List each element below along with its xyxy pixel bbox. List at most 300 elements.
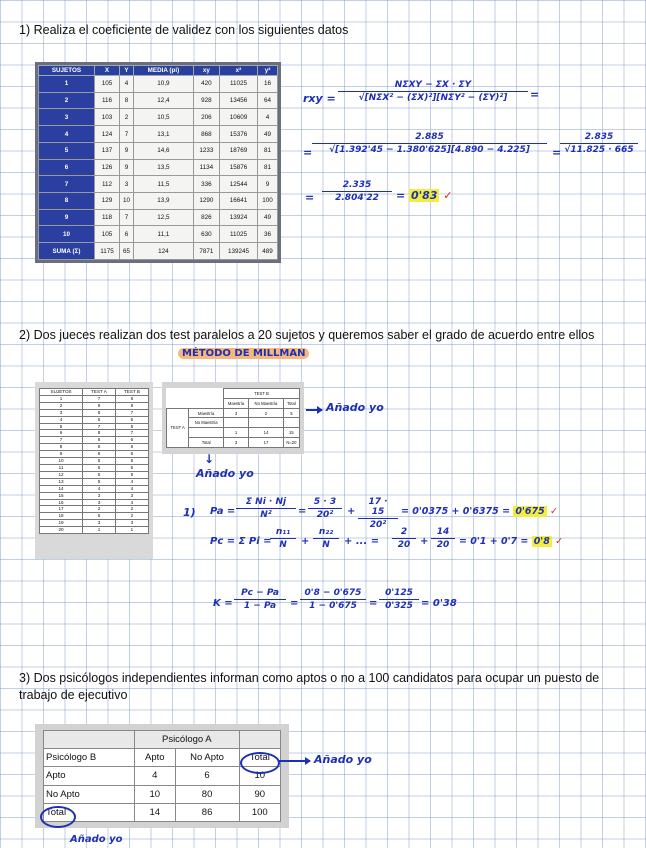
psychologist-a-header: Psicólogo A: [135, 731, 240, 749]
table-cell: 6: [83, 451, 116, 458]
pa-tail-text: = 0'0375 + 0'6375 =: [401, 506, 511, 517]
table-cell: N=20: [283, 438, 299, 448]
row-maestria-2: [189, 428, 224, 438]
table-cell: 5: [39, 142, 95, 159]
table-cell: 5: [115, 416, 148, 423]
table-cell: 7: [115, 430, 148, 437]
equals-sign: =: [369, 598, 378, 609]
table-cell: 5: [83, 471, 116, 478]
table-cell: 8: [120, 92, 134, 109]
pc-term1-denominator: N: [279, 540, 287, 550]
table-cell: 928: [193, 92, 219, 109]
k-step2-numerator: 0'8 − 0'675: [300, 588, 366, 600]
table-cell: 129: [94, 193, 119, 210]
table-cell: 7: [83, 423, 116, 430]
step2-numerator: 2.885: [312, 132, 547, 144]
table-cell: 15876: [219, 159, 257, 176]
table-cell: 12,4: [133, 92, 193, 109]
table-cell: 5: [83, 478, 116, 485]
question-3-text: 3) Dos psicólogos independientes informan como aptos o no a 100 candidatos para ocupar un puesto de trabajo de ejecutivo: [19, 671, 600, 702]
table-cell: 126: [94, 159, 119, 176]
arrow-down-icon: ↓: [204, 452, 215, 466]
k-step2: [300, 588, 366, 611]
table-cell: 4: [115, 478, 148, 485]
table-cell: 2: [39, 92, 95, 109]
table-cell: 3: [83, 492, 116, 499]
table-row: [40, 458, 149, 465]
table-cell: 14,6: [133, 142, 193, 159]
table-row: [40, 409, 149, 416]
table-cell: 19: [40, 520, 83, 527]
table-cell: 11,5: [133, 176, 193, 193]
table-row: [40, 478, 149, 485]
k-step3: [379, 588, 419, 611]
table-cell: SUMA (Σ): [39, 243, 95, 260]
table-row: [40, 492, 149, 499]
step2-fraction: [312, 132, 547, 155]
table-cell: 49: [258, 209, 278, 226]
pa-term1: [308, 497, 342, 520]
table-row: [39, 243, 278, 260]
equals-sign: =: [303, 146, 313, 159]
k-numerator: Pc − Pa: [234, 588, 286, 600]
table-row: [40, 395, 149, 402]
table-cell: 4: [40, 416, 83, 423]
table-cell: 8: [83, 430, 116, 437]
table-row: [39, 76, 278, 93]
pc-term3-numerator: 2: [392, 527, 416, 539]
table-cell: 18: [40, 513, 83, 520]
step2b-fraction: [560, 132, 638, 155]
table-cell: 6: [175, 767, 239, 785]
table-cell: 7: [39, 176, 95, 193]
equals-sign: =: [530, 88, 540, 101]
table-cell: 64: [258, 92, 278, 109]
table-cell: 2: [83, 506, 116, 513]
table-cell: No Apto: [44, 785, 135, 803]
table-cell: 12: [40, 471, 83, 478]
table-row: [40, 437, 149, 444]
empty-corner: [239, 731, 280, 749]
table-cell: 100: [258, 193, 278, 210]
empty-corner: [44, 731, 135, 749]
table-cell: 17: [249, 438, 284, 448]
pc-term1: [270, 527, 296, 550]
table-cell: 10: [39, 226, 95, 243]
check-icon: ✓: [555, 536, 564, 547]
table-cell: 3: [39, 109, 95, 126]
table-cell: 6: [115, 437, 148, 444]
table-cell: 13,9: [133, 193, 193, 210]
table-cell: 116: [94, 92, 119, 109]
table-row: [44, 803, 281, 821]
table-cell: 14: [135, 803, 176, 821]
table-cell: 14: [40, 485, 83, 492]
table-cell: 1: [223, 428, 248, 438]
added-note-2: Añado yo: [196, 467, 254, 480]
step3-numerator: 2.335: [322, 180, 392, 192]
table-cell: 1: [40, 395, 83, 402]
table-cell: 7: [83, 395, 116, 402]
table-cell: 10,5: [133, 109, 193, 126]
table-cell: 15376: [219, 126, 257, 143]
table-cell: 8: [115, 402, 148, 409]
table-cell: 6: [115, 451, 148, 458]
pc-tail: [459, 536, 563, 547]
rxy-denominator: √[NΣX² − (ΣX)²][NΣY² − (ΣY)²]: [358, 93, 508, 103]
table-cell: 4: [115, 485, 148, 492]
test-b-header: TEST B: [223, 389, 299, 399]
table-cell: 1: [115, 527, 148, 534]
table-cell: 8: [40, 444, 83, 451]
plus-sign: +: [347, 506, 356, 517]
table-cell: 9: [40, 451, 83, 458]
table-cell: 7: [115, 409, 148, 416]
pa-term2-denominator: 20²: [369, 520, 387, 530]
table-cell: 81: [258, 142, 278, 159]
table-cell: 10: [40, 458, 83, 465]
col-apto: Apto: [135, 749, 176, 767]
table-cell: 36: [258, 226, 278, 243]
table-cell: 124: [94, 126, 119, 143]
table-cell: 4: [39, 126, 95, 143]
table-cell: 10: [120, 193, 134, 210]
table-cell: 10: [135, 785, 176, 803]
pa-denominator: N²: [260, 510, 272, 520]
table-cell: 3: [40, 409, 83, 416]
pc-tail-text: = 0'1 + 0'7 =: [459, 536, 529, 547]
table-cell: 3: [115, 492, 148, 499]
table-row: [40, 499, 149, 506]
table-cell: 9: [258, 176, 278, 193]
table-cell: 4: [83, 485, 116, 492]
step3-fraction: [322, 180, 392, 203]
table-cell: 5: [115, 423, 148, 430]
pa-tail: [401, 506, 558, 517]
table-cell: 13,5: [133, 159, 193, 176]
table-cell: 826: [193, 209, 219, 226]
table-cell: 10: [239, 767, 280, 785]
table-cell: 65: [120, 243, 134, 260]
added-note-2: Añado yo: [70, 834, 123, 845]
table-row: [39, 209, 278, 226]
table-row: [40, 402, 149, 409]
pc-result: 0'8: [533, 536, 550, 547]
table-cell: 5: [115, 464, 148, 471]
table-cell: 80: [175, 785, 239, 803]
pa-term1-numerator: 5 · 3: [308, 497, 342, 509]
equals-sign: =: [290, 598, 299, 609]
table-cell: 11: [40, 464, 83, 471]
table-cell: 5: [83, 513, 116, 520]
table-cell: 7871: [193, 243, 219, 260]
k-step3-numerator: 0'125: [379, 588, 419, 600]
pa-label: Pa =: [210, 506, 236, 517]
table-cell: 5: [283, 408, 299, 418]
table-cell: 139245: [219, 243, 257, 260]
table-row: [40, 506, 149, 513]
table-cell: 2: [115, 513, 148, 520]
table-row: [40, 451, 149, 458]
col-maestria: Maestría: [223, 398, 248, 408]
validity-data-table: [35, 62, 281, 263]
table-cell: 6: [115, 444, 148, 451]
table-cell: 10,9: [133, 76, 193, 93]
table-cell: 5: [83, 464, 116, 471]
table-cell: 8: [83, 409, 116, 416]
pa-term2: [358, 497, 398, 530]
col-no-apto: No Apto: [175, 749, 239, 767]
added-note: Añado yo: [314, 753, 372, 766]
column-header: x²: [219, 66, 257, 76]
table-cell: 105: [94, 76, 119, 93]
table-cell: 3: [223, 438, 248, 448]
pc-term3: [392, 527, 416, 550]
pc-term4-denominator: 20: [436, 540, 450, 550]
table-cell: 3: [83, 520, 116, 527]
table-cell: 420: [193, 76, 219, 93]
table-cell: 4: [135, 767, 176, 785]
table-cell: 13456: [219, 92, 257, 109]
table-cell: 49: [258, 126, 278, 143]
table-cell: 6: [83, 437, 116, 444]
table-cell: 9: [39, 209, 95, 226]
table-row: [39, 92, 278, 109]
table-cell: 1: [39, 76, 95, 93]
table-cell: 868: [193, 126, 219, 143]
table-cell: 20: [40, 527, 83, 534]
table-cell: 5: [83, 458, 116, 465]
table-row: [39, 142, 278, 159]
table-cell: 6: [39, 159, 95, 176]
table-cell: 4: [115, 499, 148, 506]
pa-term2-numerator: 17 · 15: [358, 497, 398, 519]
table-cell: [249, 418, 284, 428]
pc-term3-denominator: 20: [397, 540, 411, 550]
row-no-maestria: No Maestría: [189, 418, 224, 428]
table-row: [39, 193, 278, 210]
table-cell: 11025: [219, 76, 257, 93]
equals-sign: =: [305, 191, 315, 204]
row-total: Total: [189, 438, 224, 448]
table-row: [40, 520, 149, 527]
step3-denominator: 2.804'22: [335, 193, 379, 203]
table-cell: 14: [249, 428, 284, 438]
table-cell: 9: [120, 142, 134, 159]
table-cell: 1290: [193, 193, 219, 210]
column-header: SUJETOS: [39, 66, 95, 76]
table-cell: 7: [120, 126, 134, 143]
table-cell: 6: [120, 226, 134, 243]
table-cell: 13924: [219, 209, 257, 226]
table-cell: 6: [40, 430, 83, 437]
col-no-maestria: No Maestría: [249, 398, 284, 408]
column-header: TEST B: [115, 389, 148, 396]
table-cell: 17: [40, 506, 83, 513]
step2b-denominator: √11.825 · 665: [564, 145, 634, 155]
pa-term1-denominator: 20²: [316, 510, 334, 520]
table-cell: 1: [83, 527, 116, 534]
table-cell: 3: [83, 499, 116, 506]
table-cell: 86: [175, 803, 239, 821]
contingency-table: [162, 382, 304, 454]
table-cell: 12544: [219, 176, 257, 193]
table-cell: 81: [258, 159, 278, 176]
table-cell: [223, 418, 248, 428]
table-cell: 4: [258, 109, 278, 126]
table-cell: 1233: [193, 142, 219, 159]
table-cell: Apto: [44, 767, 135, 785]
table-cell: [283, 418, 299, 428]
k-step2-denominator: 1 − 0'675: [309, 601, 357, 611]
column-header: MEDIA (pi): [133, 66, 193, 76]
subjects-test-table: [35, 382, 153, 559]
table-cell: 4: [120, 76, 134, 93]
table-row: [39, 226, 278, 243]
table-row: [39, 159, 278, 176]
k-formula: [234, 588, 286, 611]
table-row: [40, 485, 149, 492]
table-cell: 3: [120, 176, 134, 193]
check-icon: ✓: [550, 506, 558, 517]
col-total: Total: [239, 749, 280, 767]
table-cell: 15: [283, 428, 299, 438]
table-cell: 11025: [219, 226, 257, 243]
step2-denominator: √[1.392'45 − 1.380'625][4.890 − 4.225]: [329, 145, 530, 155]
pc-term2-denominator: N: [322, 540, 330, 550]
table-cell: 2: [115, 506, 148, 513]
table-cell: 5: [115, 471, 148, 478]
column-header: X: [94, 66, 119, 76]
circle-mark-total-col: [240, 752, 280, 774]
table-row: [44, 785, 281, 803]
result-highlight: 0'83: [411, 189, 438, 202]
table-cell: 103: [94, 109, 119, 126]
table-row: [40, 423, 149, 430]
table-cell: 13,1: [133, 126, 193, 143]
table-cell: 90: [239, 785, 280, 803]
row-maestria: Maestría: [189, 408, 224, 418]
table-cell: 5: [115, 458, 148, 465]
table-cell: 11,1: [133, 226, 193, 243]
pc-label: Pc = Σ Pi =: [210, 536, 272, 547]
pa-numerator: Σ Ni · Nj: [236, 497, 296, 509]
k-denominator: 1 − Pa: [243, 601, 277, 611]
item-number: 1): [183, 506, 196, 519]
table-cell: 489: [258, 243, 278, 260]
k-result: = 0'38: [421, 598, 457, 609]
psychologist-b-header: Psicólogo B: [44, 749, 135, 767]
table-row: [39, 109, 278, 126]
table-cell: 206: [193, 109, 219, 126]
table-cell: 7: [40, 437, 83, 444]
pa-result: 0'675: [515, 506, 545, 517]
table-cell: 5: [83, 416, 116, 423]
table-cell: 105: [94, 226, 119, 243]
test-a-header: TEST A: [167, 408, 189, 447]
table-cell: 2: [249, 408, 284, 418]
table-cell: 124: [133, 243, 193, 260]
table-cell: 137: [94, 142, 119, 159]
table-cell: 2: [40, 402, 83, 409]
method-label: MÉTODO DE MILLMAN: [178, 348, 309, 359]
table-row: [40, 527, 149, 534]
equals-sign: =: [552, 146, 562, 159]
k-label: K =: [213, 598, 233, 609]
table-cell: 3: [115, 520, 148, 527]
table-row: [40, 416, 149, 423]
table-cell: 100: [239, 803, 280, 821]
table-cell: 336: [193, 176, 219, 193]
table-cell: 3: [223, 408, 248, 418]
table-cell: 7: [120, 209, 134, 226]
table-row: [40, 464, 149, 471]
table-cell: 8: [39, 193, 95, 210]
result-line: = 0'83 ✓: [396, 189, 453, 202]
table-row: [39, 176, 278, 193]
step2b-numerator: 2.835: [560, 132, 638, 144]
plus-sign: +: [420, 536, 429, 547]
table-row: [39, 126, 278, 143]
table-cell: 15: [40, 492, 83, 499]
pc-term2-numerator: n₂₂: [313, 527, 339, 539]
table-row: [40, 444, 149, 451]
pc-term1-numerator: n₁₁: [270, 527, 296, 539]
column-header: TEST A: [83, 389, 116, 396]
table-cell: 6: [83, 444, 116, 451]
table-row: [40, 430, 149, 437]
table-cell: 2: [120, 109, 134, 126]
table-row: [40, 471, 149, 478]
pc-term2: [313, 527, 339, 550]
table-cell: 630: [193, 226, 219, 243]
table-cell: 118: [94, 209, 119, 226]
table-cell: 5: [40, 423, 83, 430]
question-1-text: 1) Realiza el coeficiente de validez con los siguientes datos: [19, 23, 349, 37]
table-cell: 1134: [193, 159, 219, 176]
table-cell: 16641: [219, 193, 257, 210]
table-cell: 112: [94, 176, 119, 193]
col-total: Total: [283, 398, 299, 408]
column-header: Y: [120, 66, 134, 76]
rxy-label: rxy =: [303, 92, 336, 105]
pa-formula: [236, 497, 296, 520]
pc-dots: + ... =: [344, 536, 380, 547]
pc-term4-numerator: 14: [431, 527, 455, 539]
rxy-numerator: NΣXY − ΣX · ΣY: [338, 80, 528, 92]
table-cell: 10609: [219, 109, 257, 126]
added-note: Añado yo: [326, 401, 384, 414]
arrow-icon: [278, 760, 310, 762]
plus-sign: +: [301, 536, 310, 547]
table-cell: 1175: [94, 243, 119, 260]
column-header: SUJETOS: [40, 389, 83, 396]
table-cell: 16: [40, 499, 83, 506]
table-cell: 9: [120, 159, 134, 176]
table-cell: 12,5: [133, 209, 193, 226]
k-step3-denominator: 0'325: [385, 601, 413, 611]
table-cell: 18769: [219, 142, 257, 159]
table-cell: 13: [40, 478, 83, 485]
column-header: xy: [193, 66, 219, 76]
arrow-icon: [306, 409, 322, 411]
circle-mark-total-row: [40, 806, 76, 828]
equals-sign: =: [298, 506, 307, 517]
column-header: y²: [258, 66, 278, 76]
table-row: [40, 513, 149, 520]
table-cell: 6: [115, 395, 148, 402]
question-2-text: 2) Dos jueces realizan dos test paralelos a 20 sujetos y queremos saber el grado de acuerdo entre ellos: [19, 328, 595, 342]
